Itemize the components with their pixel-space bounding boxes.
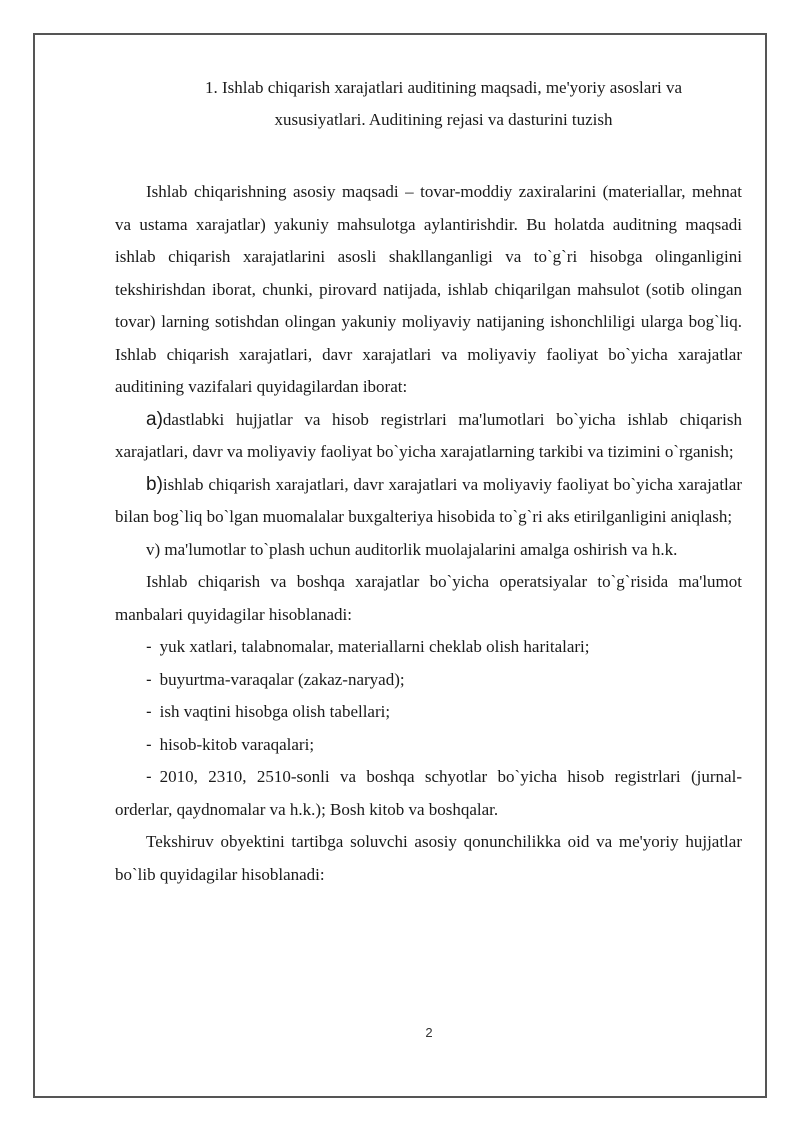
page-number: 2 — [425, 1025, 433, 1040]
heading-line-1: 1. Ishlab chiqarish xarajatlari auditining maqsadi, me'yoriy asoslari va — [204, 78, 683, 97]
intro-paragraph: Ishlab chiqarishning asosiy maqsadi – tovar-moddiy zaxiralarini (materiallar, mehnat va ustama xarajatlar) yakuniy mahsulotga aylantirishdir. Bu holatda auditning maqsadi ishlab chiqarish xarajatlarini asosli shakllanganligi va to`g`ri hisobga olinganligini tekshirishdan iborat, chunki, pirovard natijada, ishlab chiqarilgan mahsulot (sotib olingan tovar) larning sotishdan olingan yakuniy moliyaviy natijaning ishonchliligi ularga bog`liq. Ishlab chiqarish xarajatlari, davr xarajatlari va moliyaviy faoliyat bo`yicha xarajatlar auditining vazifalari quyidagilardan iborat: — [115, 182, 742, 396]
list-item-a — [115, 404, 742, 469]
dash-marker: - — [146, 767, 152, 786]
source-item-text: buyurtma-varaqalar (zakaz-naryad); — [159, 669, 405, 689]
source-item — [115, 729, 742, 762]
source-item-text: hisob-kitob varaqalari; — [159, 734, 315, 754]
closing-paragraph: Tekshiruv obyektini tartibga soluvchi asosiy qonunchilikka oid va me'yoriy hujjatlar bo`lib quyidagilar hisoblanadi: — [115, 832, 742, 884]
source-item-text: ish vaqtini hisobga olish tabellari; — [159, 702, 391, 721]
item-b-text: ishlab chiqarish xarajatlari, davr xarajatlari va moliyaviy faoliyat bo`yicha xarajatlar bilan bog`liq bo`lgan muomalalar buxgalteriya hisobida to`g`ri aks etirilganligini aniqlash; — [115, 474, 742, 526]
item-b-marker: b) — [146, 473, 163, 495]
dash-marker: - — [146, 637, 152, 656]
source-item-text: yuk xatlari, talabnomalar, materiallarni cheklab olish haritalari; — [159, 637, 590, 656]
list-item-b — [115, 469, 742, 534]
source-item — [115, 664, 742, 697]
section-heading — [115, 72, 742, 136]
source-item-text: 2010, 2310, 2510-sonli va boshqa schyotlar bo`yicha hisob registrlari (jurnal-orderlar, qaydnomalar va h.k.); Bosh kitob va boshqalar. — [115, 767, 742, 819]
item-a-text: dastlabki hujjatlar va hisob registrlari ma'lumotlari bo`yicha ishlab chiqarish xarajatlari, davr va moliyaviy faoliyat bo`yicha xarajatlarning tarkibi va tizimini o`rganish; — [115, 409, 742, 461]
item-a-marker: a) — [146, 408, 163, 430]
dash-marker: - — [146, 734, 152, 754]
dash-marker: - — [146, 702, 152, 721]
list-item-v: v) ma'lumotlar to`plash uchun auditorlik muolajalarini amalga oshirish va h.k. — [146, 539, 678, 559]
dash-marker: - — [146, 669, 152, 689]
source-item — [115, 761, 742, 826]
source-item — [115, 696, 742, 729]
heading-line-2: xususiyatlari. Auditining rejasi va dasturini tuzish — [274, 110, 613, 129]
source-item — [115, 631, 742, 664]
document-body — [115, 72, 742, 891]
sources-intro-paragraph: Ishlab chiqarish va boshqa xarajatlar bo`yicha operatsiyalar to`g`risida ma'lumot manbalari quyidagilar hisoblanadi: — [115, 572, 742, 624]
